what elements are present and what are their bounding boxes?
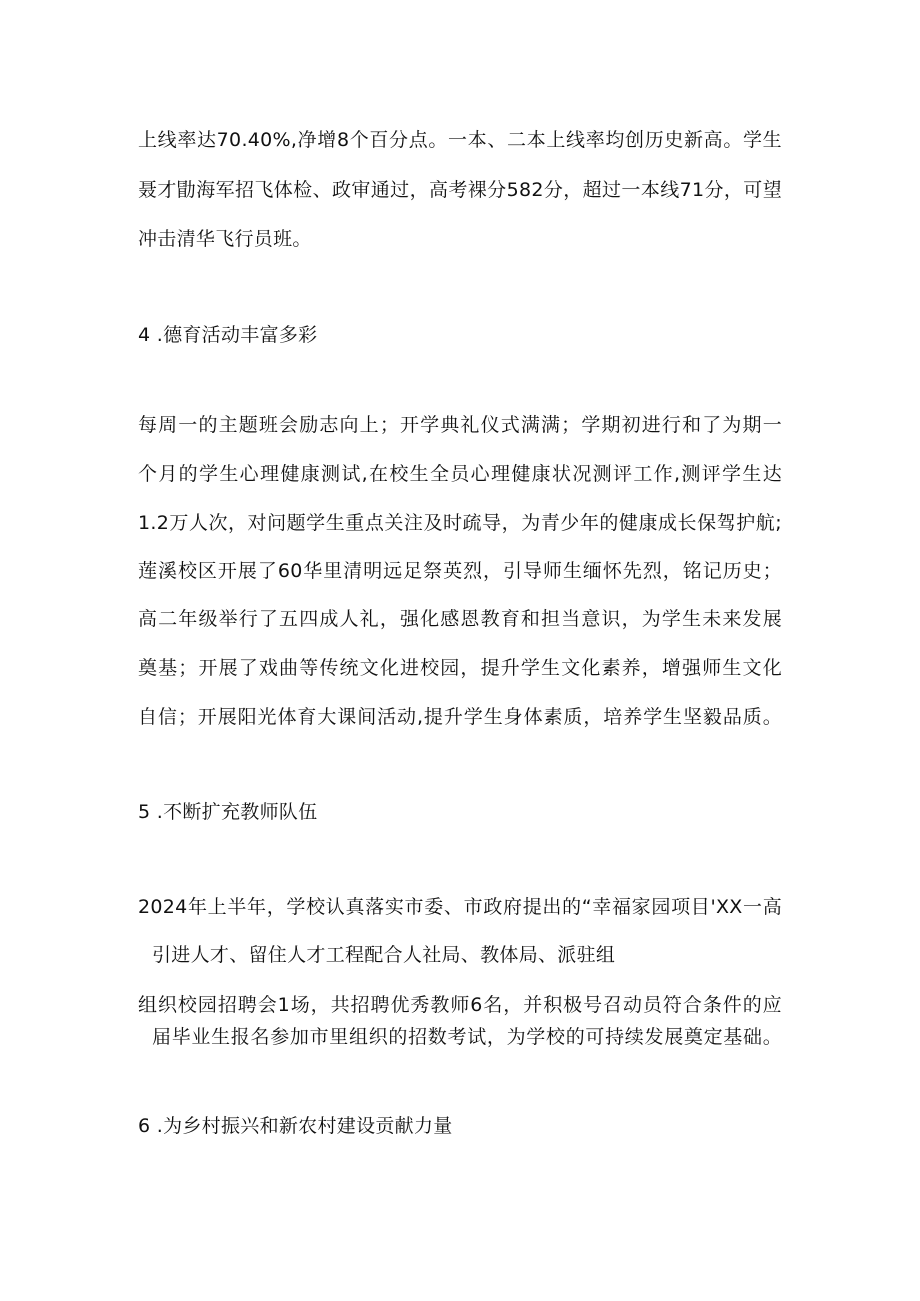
paragraph-line: 奠基；开展了戏曲等传统文化进校园，提升学生文化素养，增强师生文化 xyxy=(138,657,782,679)
section-6-heading: 6 .为乡村振兴和新农村建设贡献力量 xyxy=(138,1115,453,1137)
paragraph-line: 届毕业生报名参加市里组织的招数考试，为学校的可持续发展奠定基础。 xyxy=(152,1026,782,1048)
paragraph-line: 个月的学生心理健康测试,在校生全员心理健康状况测评工作,测评学生达 xyxy=(138,463,782,485)
paragraph-line: 自信；开展阳光体育大课间活动,提升学生身体素质，培养学生坚毅品质。 xyxy=(138,706,782,728)
paragraph-line: 莲溪校区开展了60华里清明远足祭英烈，引导师生缅怀先烈，铭记历史； xyxy=(138,560,782,582)
paragraph-line: 上线率达70.40%,净增8个百分点。一本、二本上线率均创历史新高。学生 xyxy=(138,129,782,151)
paragraph-line: 每周一的主题班会励志向上；开学典礼仪式满满；学期初进行和了为期一 xyxy=(138,414,782,436)
paragraph-line: 2024年上半年，学校认真落实市委、市政府提出的“幸福家园项目'XX一高 xyxy=(138,896,782,918)
paragraph-line: 聂才勖海军招飞体检、政审通过，高考裸分582分，超过一本线71分，可望 xyxy=(138,179,782,201)
section-4-heading: 4 .德育活动丰富多彩 xyxy=(138,324,318,346)
paragraph-line: 引进人才、留住人才工程配合人社局、教体局、派驻组 xyxy=(152,944,616,966)
paragraph-line: 高二年级举行了五四成人礼，强化感恩教育和担当意识，为学生未来发展 xyxy=(138,608,782,630)
paragraph-line: 冲击清华飞行员班。 xyxy=(138,228,312,250)
paragraph-line: 组织校园招聘会1场，共招聘优秀教师6名，并积极号召动员符合条件的应 xyxy=(138,994,782,1016)
section-5-heading: 5 .不断扩充教师队伍 xyxy=(138,801,318,823)
paragraph-line: 1.2万人次，对问题学生重点关注及时疏导，为青少年的健康成长保驾护航; xyxy=(138,512,782,534)
